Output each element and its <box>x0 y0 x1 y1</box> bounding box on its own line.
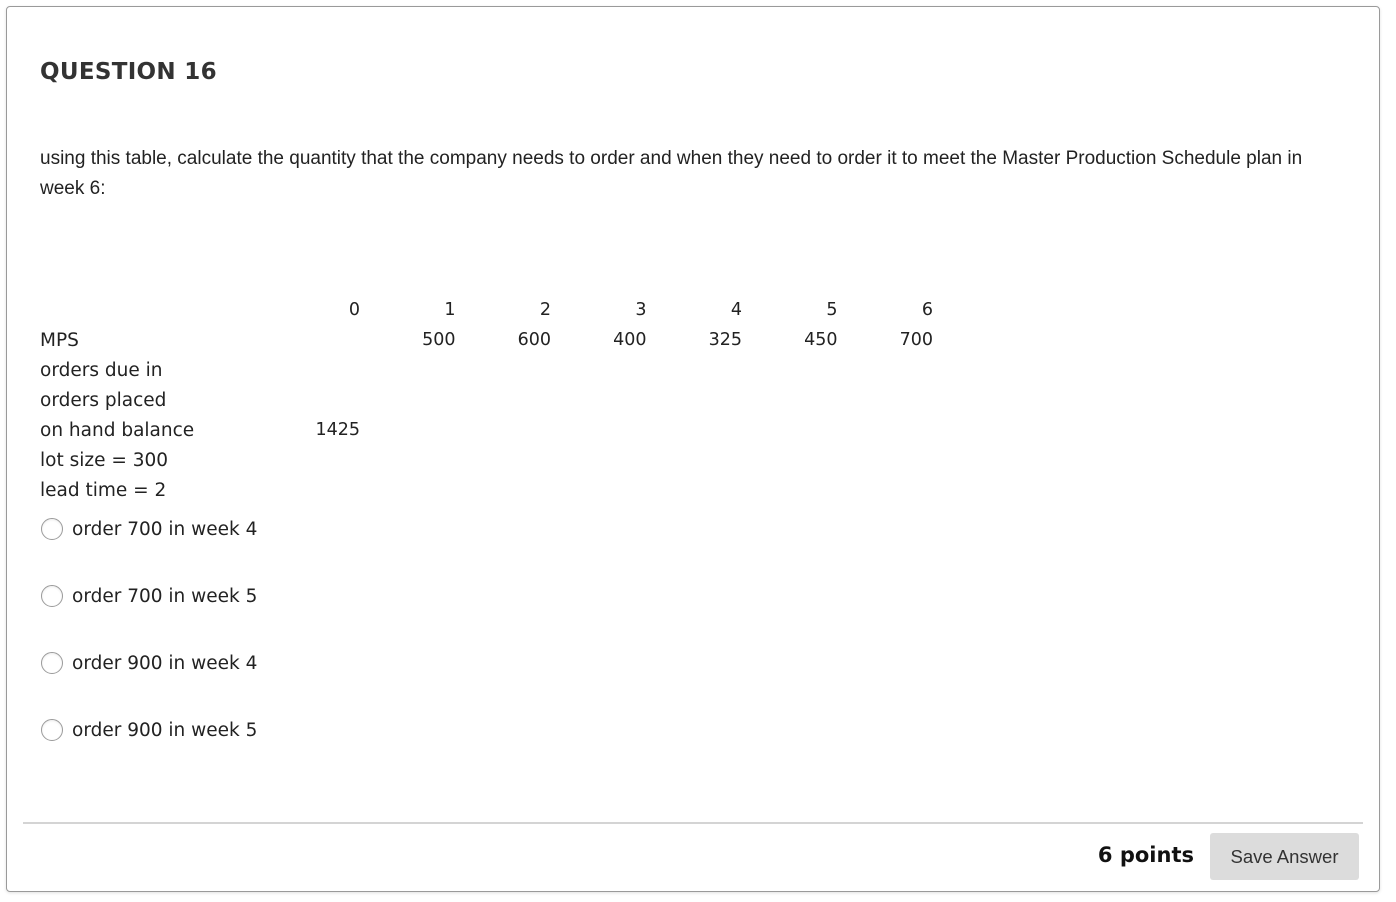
table-cell: 600 <box>517 330 551 350</box>
row-label: orders placed <box>40 389 167 411</box>
table-cell <box>360 445 456 475</box>
table-cell: 700 <box>899 330 933 350</box>
table-cell <box>838 385 934 415</box>
table-cell <box>647 355 743 385</box>
table-row <box>40 475 933 505</box>
table-cell: 500 <box>422 330 456 350</box>
table-cell <box>647 445 743 475</box>
table-cell <box>551 415 647 445</box>
question-card <box>6 6 1380 892</box>
table-cell <box>456 415 552 445</box>
table-cell <box>280 475 360 505</box>
row-label: lead time = 2 <box>40 479 167 501</box>
table-cell: 400 <box>613 330 647 350</box>
week-header: 2 <box>539 300 551 320</box>
question-text: using this table, calculate the quantity that the company needs to order and when they need to order it to meet the Master Production Schedule plan in week 6: <box>40 148 1303 199</box>
answer-options <box>41 511 257 779</box>
table-row <box>40 325 933 355</box>
table-cell <box>551 445 647 475</box>
radio-button[interactable] <box>41 719 63 741</box>
week-header: 5 <box>826 300 838 320</box>
table-cell <box>280 385 360 415</box>
week-header: 6 <box>921 300 933 320</box>
table-cell <box>360 475 456 505</box>
table-cell <box>838 415 934 445</box>
table-cell <box>742 415 838 445</box>
table-cell <box>280 325 360 355</box>
table-cell <box>647 415 743 445</box>
table-cell <box>742 385 838 415</box>
option-label: order 700 in week 5 <box>72 585 258 607</box>
week-header: 4 <box>730 300 742 320</box>
week-header: 0 <box>348 300 360 320</box>
week-header: 1 <box>444 300 456 320</box>
table-cell <box>360 385 456 415</box>
footer-divider <box>23 822 1363 824</box>
table-header-row <box>40 295 933 325</box>
table-cell <box>551 475 647 505</box>
answer-option-2[interactable] <box>41 578 257 614</box>
question-title: QUESTION 16 <box>40 59 217 85</box>
row-label: MPS <box>40 329 79 351</box>
table-cell <box>647 385 743 415</box>
table-cell <box>742 355 838 385</box>
option-label: order 900 in week 4 <box>72 652 258 674</box>
table-cell <box>456 475 552 505</box>
table-cell <box>742 445 838 475</box>
table-cell <box>647 475 743 505</box>
table-cell: 1425 <box>315 420 360 440</box>
points-label: 6 points <box>1097 843 1194 867</box>
table-cell: 450 <box>804 330 838 350</box>
row-label: orders due in <box>40 359 163 381</box>
row-label: lot size = 300 <box>40 449 169 471</box>
week-header: 3 <box>635 300 647 320</box>
option-label: order 900 in week 5 <box>72 719 258 741</box>
table-cell <box>280 355 360 385</box>
table-cell <box>838 445 934 475</box>
table-cell <box>838 475 934 505</box>
table-corner-cell <box>40 295 280 325</box>
mrp-table <box>40 295 933 505</box>
table-row <box>40 355 933 385</box>
table-row <box>40 385 933 415</box>
radio-button[interactable] <box>41 652 63 674</box>
table-cell <box>456 445 552 475</box>
table-cell <box>551 355 647 385</box>
table-cell <box>551 385 647 415</box>
table-cell <box>456 385 552 415</box>
answer-option-3[interactable] <box>41 645 257 681</box>
table-cell <box>742 475 838 505</box>
radio-button[interactable] <box>41 518 63 540</box>
save-answer-button[interactable]: Save Answer <box>1210 833 1359 880</box>
table-cell <box>456 355 552 385</box>
table-cell: 325 <box>708 330 742 350</box>
radio-button[interactable] <box>41 585 63 607</box>
table-cell <box>360 355 456 385</box>
answer-option-1[interactable] <box>41 511 257 547</box>
answer-option-4[interactable] <box>41 712 257 748</box>
table-cell <box>280 445 360 475</box>
row-label: on hand balance <box>40 419 195 441</box>
table-row <box>40 445 933 475</box>
table-row <box>40 415 933 445</box>
option-label: order 700 in week 4 <box>72 518 258 540</box>
table-cell <box>360 415 456 445</box>
table-cell <box>838 355 934 385</box>
